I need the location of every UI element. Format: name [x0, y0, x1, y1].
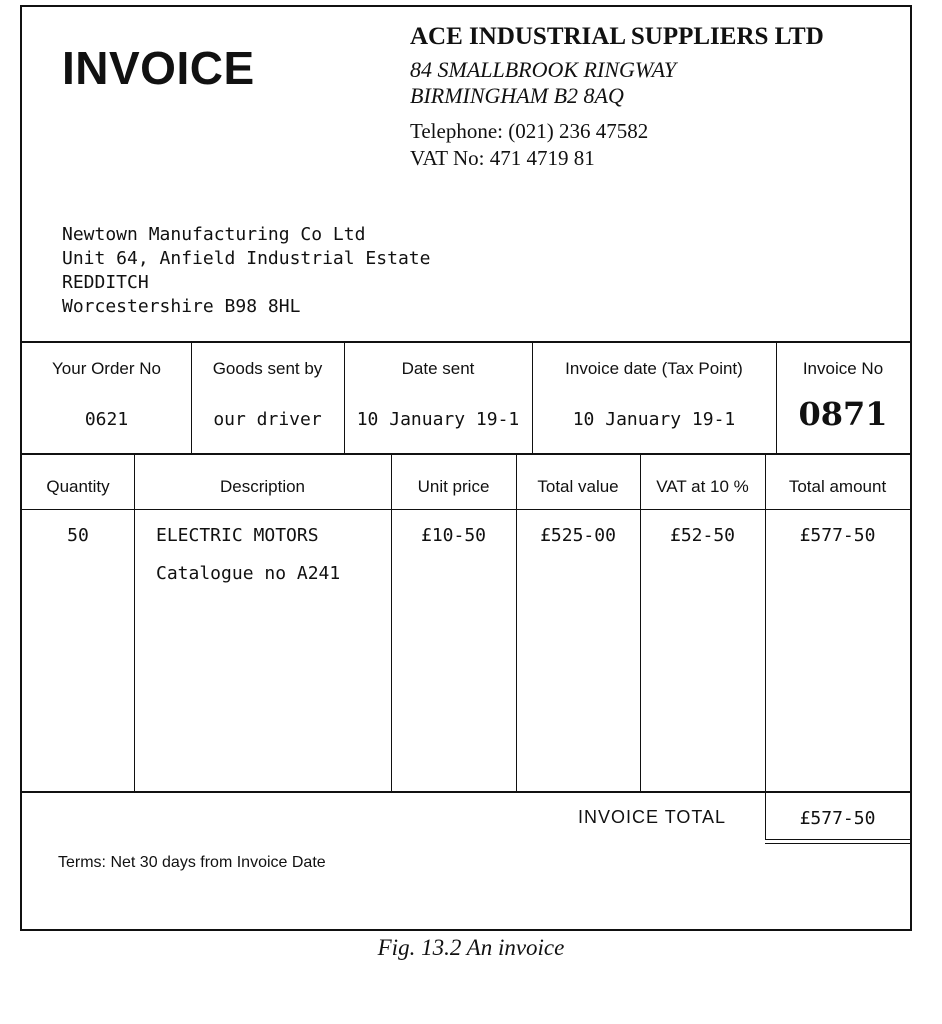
figure-caption: Fig. 13.2 An invoice — [377, 935, 565, 960]
value-invoice-date: 10 January 19-1 — [572, 409, 736, 430]
header-total-amount: Total amount — [788, 477, 887, 496]
value-date-sent: 10 January 19-1 — [356, 409, 520, 430]
header-vat: VAT at 10 % — [656, 477, 749, 496]
row-description-line2: Catalogue no A241 — [156, 563, 341, 584]
row-unit-price: £10-50 — [420, 525, 487, 546]
supplier-name: ACE INDUSTRIAL SUPPLIERS LTD — [410, 23, 824, 50]
supplier-telephone: Telephone: (021) 236 47582 — [410, 119, 649, 143]
customer-line1: Newtown Manufacturing Co Ltd — [62, 224, 366, 245]
invoice-frame — [20, 5, 912, 931]
row-quantity: 50 — [67, 525, 89, 546]
divider-items-bottom — [22, 791, 910, 793]
items-col-divider — [765, 455, 766, 791]
items-col-divider — [134, 455, 135, 791]
row-total-amount: £577-50 — [799, 525, 876, 546]
payment-terms: Terms: Net 30 days from Invoice Date — [58, 854, 326, 871]
customer-line4: Worcestershire B98 8HL — [62, 296, 301, 317]
customer-line3: REDDITCH — [62, 272, 149, 293]
items-col-divider — [391, 455, 392, 791]
header-description: Description — [219, 477, 306, 496]
header-order-no: Your Order No — [52, 359, 161, 378]
value-goods-sent-by: our driver — [213, 409, 322, 430]
value-order-no: 0621 — [84, 409, 129, 430]
invoice-total-label: INVOICE TOTAL — [578, 807, 727, 827]
header-unit-price: Unit price — [417, 477, 490, 496]
supplier-address-line2: BIRMINGHAM B2 8AQ — [410, 83, 624, 108]
header-date-sent: Date sent — [401, 359, 475, 378]
row-vat: £52-50 — [669, 525, 736, 546]
items-col-divider — [516, 455, 517, 791]
total-box-double-underline — [765, 843, 910, 844]
total-box-bottom — [765, 839, 910, 840]
header-invoice-date: Invoice date (Tax Point) — [565, 359, 743, 378]
header-total-value: Total value — [537, 477, 619, 496]
header-goods-sent-by: Goods sent by — [212, 359, 323, 378]
supplier-vat: VAT No: 471 4719 81 — [410, 146, 595, 170]
value-invoice-no: 0871 — [798, 395, 888, 433]
invoice-total-value: £577-50 — [799, 808, 876, 829]
items-header-divider — [22, 509, 910, 510]
header-quantity: Quantity — [46, 477, 110, 496]
items-col-divider — [640, 455, 641, 791]
customer-line2: Unit 64, Anfield Industrial Estate — [62, 248, 431, 269]
row-description: ELECTRIC MOTORS — [156, 525, 319, 546]
header-invoice-no: Invoice No — [802, 359, 884, 378]
supplier-address-line1: 84 SMALLBROOK RINGWAY — [410, 57, 677, 82]
row-total-value: £525-00 — [540, 525, 616, 546]
invoice-title: INVOICE — [62, 42, 255, 94]
divider-order-bottom — [22, 453, 910, 455]
